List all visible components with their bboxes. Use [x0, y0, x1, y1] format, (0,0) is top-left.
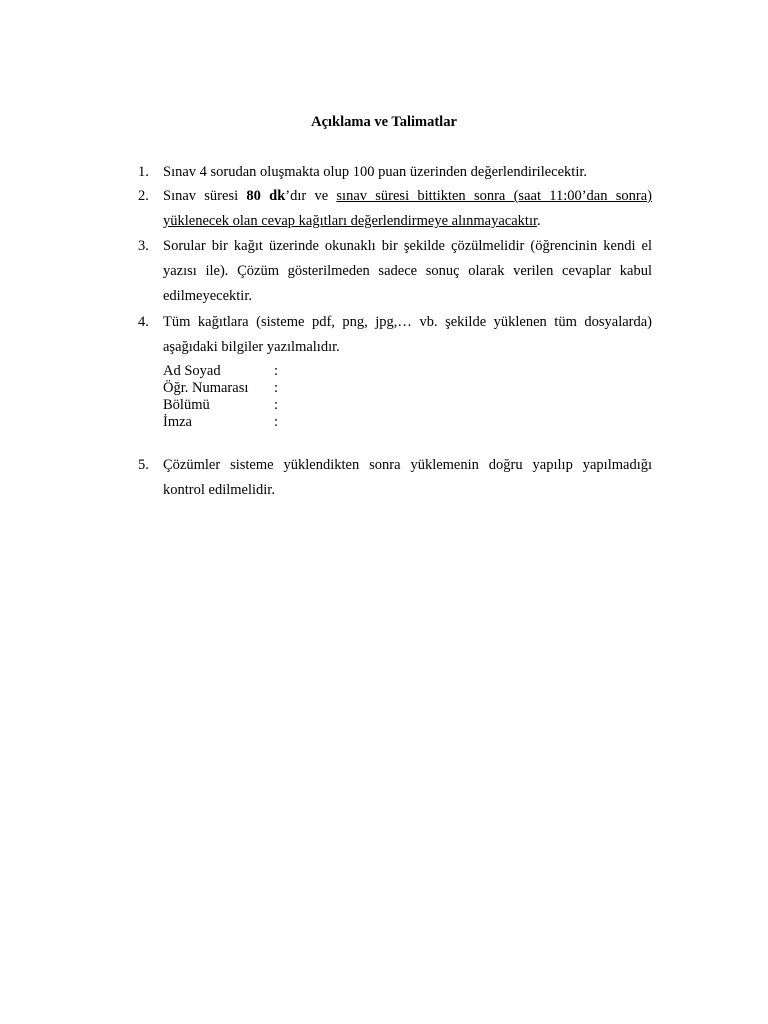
student-info-block — [163, 363, 278, 431]
item-line-1 — [163, 184, 652, 209]
info-sep: : — [274, 397, 279, 413]
item-text-part: ’dır ve — [285, 188, 337, 204]
list-item-3 — [138, 234, 652, 309]
item-number: 1. — [138, 164, 149, 180]
item-line-2 — [163, 209, 652, 234]
duration-text: 80 dk — [246, 188, 286, 204]
item-text — [163, 184, 652, 234]
list-item-2 — [138, 184, 652, 234]
item-text-tail: . — [537, 213, 541, 229]
list-item-1 — [138, 160, 652, 185]
item-number: 3. — [138, 238, 149, 254]
page-title: Açıklama ve Talimatlar — [311, 114, 457, 130]
item-text: Sorular bir kağıt üzerinde okunaklı bir şekilde çözülmelidir (öğrencinin kendi el yazısı ile). Çözüm gösterilmeden sadece sonuç olarak verilen cevaplar kabul edilmeyecektir. — [163, 238, 652, 304]
info-row-department — [163, 397, 278, 414]
deadline-warning: sınav süresi bittikten sonra (saat 11:00’dan sonra) — [336, 188, 652, 204]
info-label: Bölümü — [163, 397, 210, 413]
item-number: 2. — [138, 188, 149, 204]
info-label: Öğr. Numarası — [163, 380, 249, 396]
list-item-4 — [138, 310, 652, 360]
deadline-warning-cont: yüklenecek olan cevap kağıtları değerlendirmeye alınmayacaktır — [163, 213, 538, 229]
info-row-number — [163, 380, 278, 397]
info-sep: : — [274, 414, 279, 430]
list-item-5 — [138, 453, 652, 503]
item-number: 5. — [138, 457, 149, 473]
info-row-signature — [163, 414, 278, 431]
info-row-name — [163, 363, 278, 380]
item-number: 4. — [138, 314, 149, 330]
item-text: Sınav 4 sorudan oluşmakta olup 100 puan üzerinden değerlendirilecektir. — [163, 164, 588, 180]
info-sep: : — [274, 363, 279, 379]
item-text: Tüm kağıtlara (sisteme pdf, png, jpg,… vb. şekilde yüklenen tüm dosyalarda) aşağıdaki bilgiler yazılmalıdır. — [163, 314, 652, 355]
item-text-part: Sınav süresi — [163, 188, 247, 204]
item-text: Çözümler sisteme yüklendikten sonra yüklemenin doğru yapılıp yapılmadığı kontrol edilmelidir. — [163, 457, 652, 498]
info-label: İmza — [163, 414, 192, 430]
info-sep: : — [274, 380, 279, 396]
info-label: Ad Soyad — [163, 363, 221, 379]
